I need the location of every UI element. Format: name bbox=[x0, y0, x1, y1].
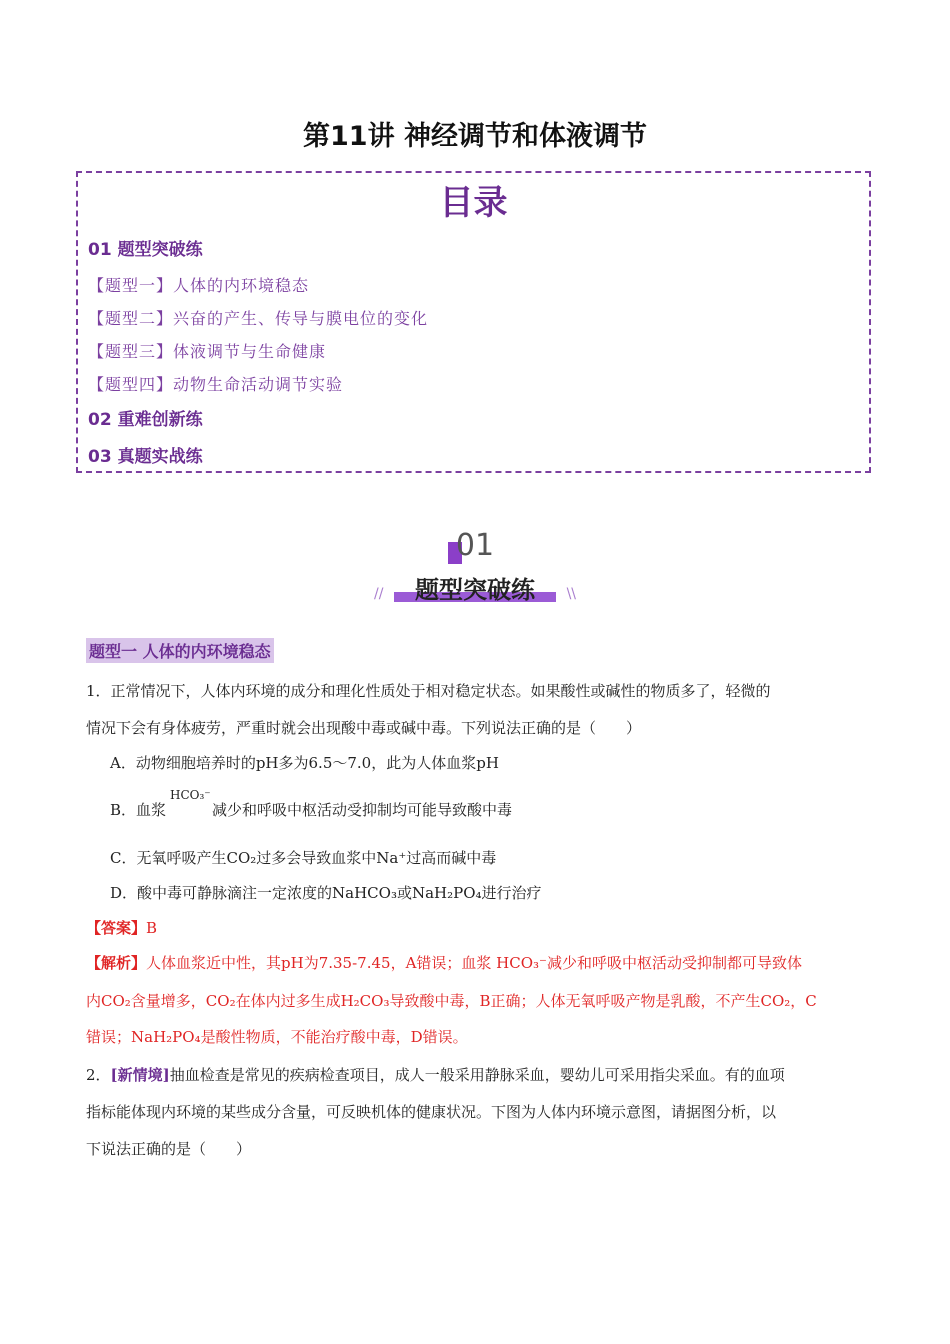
q1-option-a: A．动物细胞培养时的pH多为6.5～7.0，此为人体血浆pH bbox=[110, 754, 499, 772]
type-heading: 题型一 人体的内环境稳态 bbox=[86, 638, 274, 663]
toc-heading: 目录 bbox=[439, 183, 508, 223]
toc-section-1[interactable]: 01 题型突破练 bbox=[88, 240, 203, 260]
toc-section-3[interactable]: 03 真题实战练 bbox=[88, 447, 203, 467]
banner-title: 题型突破练 bbox=[415, 576, 535, 604]
q2-stem-line-2: 指标能体现内环境的某些成分含量，可反映机体的健康状况。下图为人体内环境示意图，请据图分析，以 bbox=[86, 1103, 777, 1121]
q1-analysis-line-1 bbox=[86, 952, 802, 973]
toc-section-2[interactable]: 02 重难创新练 bbox=[88, 410, 203, 430]
toc-item-type-3[interactable]: 【题型三】体液调节与生命健康 bbox=[88, 342, 327, 361]
banner-right-slash: \\ bbox=[566, 586, 576, 602]
banner-left-slash: // bbox=[374, 586, 384, 602]
toc-item-type-2[interactable]: 【题型二】兴奋的产生、传导与膜电位的变化 bbox=[88, 309, 429, 328]
q1-stem-line-2: 情况下会有身体疲劳，严重时就会出现酸中毒或碱中毒。下列说法正确的是（ ） bbox=[86, 719, 642, 737]
page-title: 第11讲 神经调节和体液调节 bbox=[303, 121, 647, 152]
q1-analysis-line-2: 内CO₂含量增多，CO₂在体内过多生成H₂CO₃导致酸中毒，B正确；人体无氧呼吸产物是乳酸，不产生CO₂，C bbox=[86, 992, 817, 1010]
table-of-contents bbox=[76, 171, 871, 473]
q1-option-c: C．无氧呼吸产生CO₂过多会导致血浆中Na⁺过高而碱中毒 bbox=[110, 849, 497, 867]
q1-answer bbox=[86, 917, 157, 938]
q1-option-d: D．酸中毒可静脉滴注一定浓度的NaHCO₃或NaH₂PO₄进行治疗 bbox=[110, 884, 542, 902]
q1-option-b bbox=[110, 799, 512, 820]
section-banner bbox=[370, 528, 580, 612]
analysis-label: 【解析】 bbox=[86, 954, 147, 972]
q2-tag: [新情境] bbox=[110, 1066, 170, 1084]
q2-stem-line-3: 下说法正确的是（ ） bbox=[86, 1140, 252, 1158]
q1-analysis-line-3: 错误；NaH₂PO₄是酸性物质，不能治疗酸中毒，D错误。 bbox=[86, 1028, 468, 1046]
q1-option-b-suffix: 减少和呼吸中枢活动受抑制均可能导致酸中毒 bbox=[212, 801, 513, 819]
q1-option-b-formula: HCO₃⁻ bbox=[170, 788, 211, 802]
analysis-text-1: 人体血浆近中性，其pH为7.35-7.45，A错误；血浆 HCO₃⁻减少和呼吸中枢活动受抑制都可导致体 bbox=[146, 954, 802, 972]
q1-stem-line-1: 1．正常情况下，人体内环境的成分和理化性质处于相对稳定状态。如果酸性或碱性的物质多了，轻微的 bbox=[86, 682, 771, 700]
q1-option-b-prefix: B．血浆 bbox=[110, 801, 167, 819]
q2-number: 2． bbox=[86, 1066, 111, 1084]
q2-stem-line-1 bbox=[86, 1064, 785, 1085]
answer-value: B bbox=[146, 919, 158, 937]
banner-number: 01 bbox=[455, 528, 495, 563]
toc-item-type-1[interactable]: 【题型一】人体的内环境稳态 bbox=[88, 276, 310, 295]
answer-label: 【答案】 bbox=[86, 919, 147, 937]
q2-stem-text-1: 抽血检查是常见的疾病检查项目，成人一般采用静脉采血，婴幼儿可采用指尖采血。有的血项 bbox=[169, 1066, 785, 1084]
toc-item-type-4[interactable]: 【题型四】动物生命活动调节实验 bbox=[88, 375, 344, 394]
